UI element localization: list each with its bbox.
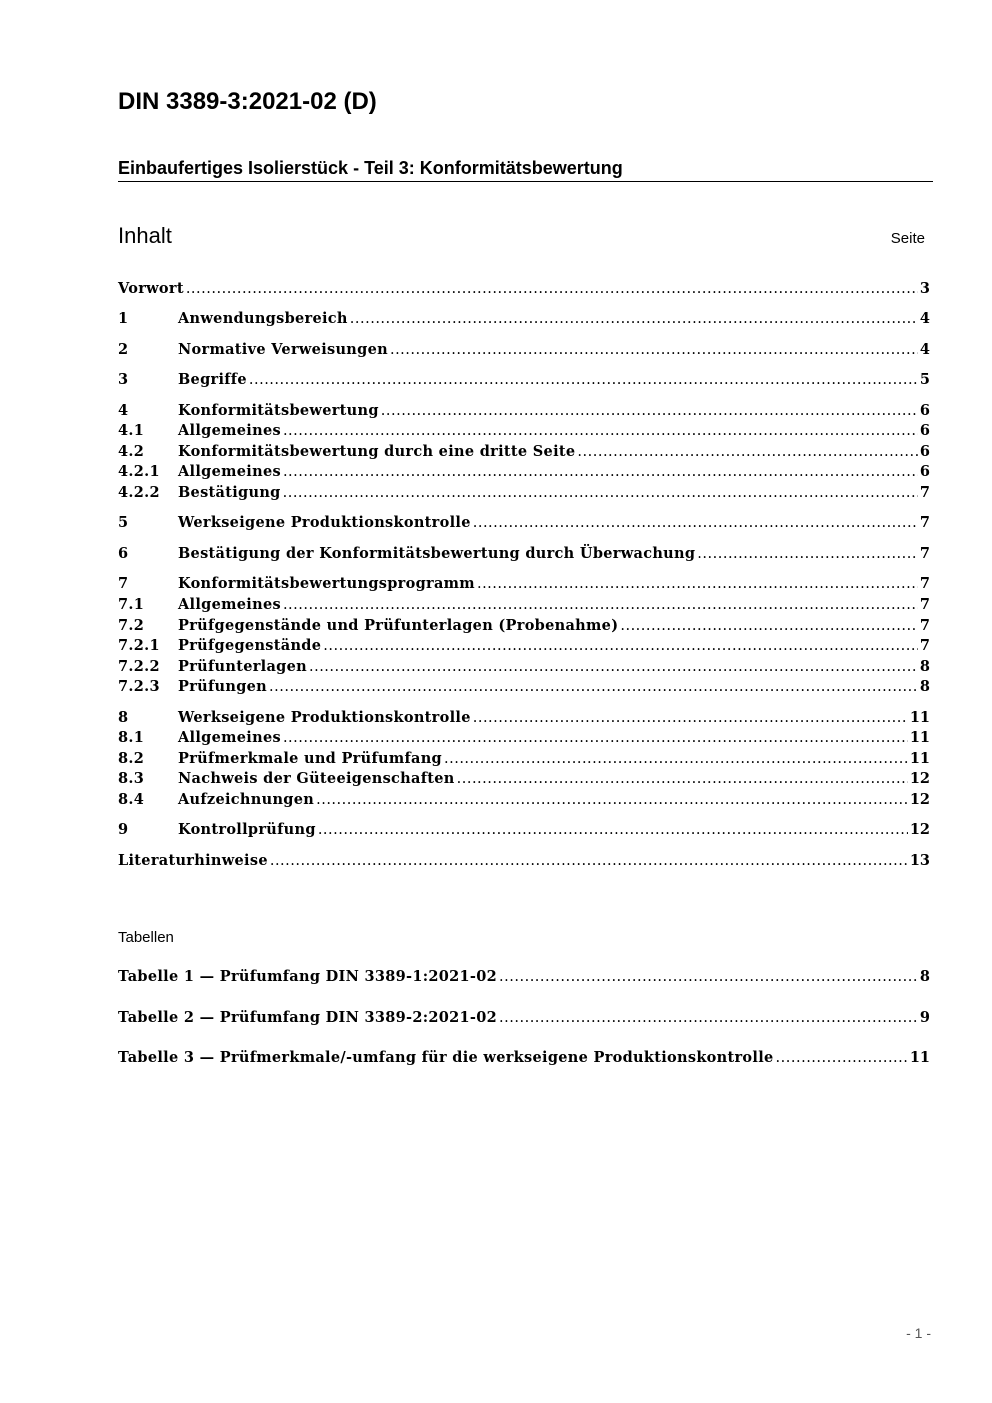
toc-entry-1[interactable]: 1 Anwendungsbereich ..... 4 — [118, 310, 930, 330]
toc-heading: Inhalt — [118, 223, 172, 248]
toc-entry-7-2-2[interactable]: 7.2.2 Prüfunterlagen ..... 8 — [118, 658, 930, 678]
toc-entry-4-1[interactable]: 4.1 Allgemeines ..... 6 — [118, 422, 930, 442]
document-title: DIN 3389-3:2021-02 (D) — [118, 88, 377, 115]
toc-entry-8-3[interactable]: 8.3 Nachweis der Güteeigenschaften ..... 12 — [118, 770, 930, 790]
toc-entry-7-2-1[interactable]: 7.2.1 Prüfgegenstände ..... 7 — [118, 637, 930, 657]
toc-entry-vorwort[interactable]: Vorwort ..... 3 — [118, 280, 930, 300]
toc-entry-7-1[interactable]: 7.1 Allgemeines ..... 7 — [118, 596, 930, 616]
table-entry-1[interactable]: Tabelle 1 — Prüfumfang DIN 3389-1:2021-02 ..... 8 — [118, 968, 930, 988]
toc-page-heading: Seite — [890, 230, 925, 247]
table-entry-3[interactable]: Tabelle 3 — Prüfmerkmale/-umfang für die werkseigene Produktionskontrolle ..... 11 — [118, 1049, 930, 1069]
tables-heading: Tabellen — [118, 929, 174, 946]
page-number: - 1 - — [906, 1325, 931, 1341]
toc-entry-4-2-2[interactable]: 4.2.2 Bestätigung ..... 7 — [118, 484, 930, 504]
table-entry-2[interactable]: Tabelle 2 — Prüfumfang DIN 3389-2:2021-02 ..... 9 — [118, 1009, 930, 1029]
toc-entry-8-1[interactable]: 8.1 Allgemeines ..... 11 — [118, 729, 930, 749]
toc-entry-4-2-1[interactable]: 4.2.1 Allgemeines ..... 6 — [118, 463, 930, 483]
toc-entry-8[interactable]: 8 Werkseigene Produktionskontrolle ..... 11 — [118, 709, 930, 729]
toc-entry-7-2[interactable]: 7.2 Prüfgegenstände und Prüfunterlagen (Probenahme) ..... 7 — [118, 617, 930, 637]
toc-entry-4[interactable]: 4 Konformitätsbewertung ..... 6 — [118, 402, 930, 422]
toc-entry-2[interactable]: 2 Normative Verweisungen ..... 4 — [118, 341, 930, 361]
toc-entry-7-2-3[interactable]: 7.2.3 Prüfungen ..... 8 — [118, 678, 930, 698]
toc-entry-5[interactable]: 5 Werkseigene Produktionskontrolle ..... 7 — [118, 514, 930, 534]
toc-entry-4-2[interactable]: 4.2 Konformitätsbewertung durch eine dritte Seite ..... 6 — [118, 443, 930, 463]
toc-entry-9[interactable]: 9 Kontrollprüfung ..... 12 — [118, 821, 930, 841]
toc-entry-8-2[interactable]: 8.2 Prüfmerkmale und Prüfumfang ..... 11 — [118, 750, 930, 770]
toc-entry-3[interactable]: 3 Begriffe ..... 5 — [118, 371, 930, 391]
toc-entry-8-4[interactable]: 8.4 Aufzeichnungen ..... 12 — [118, 791, 930, 811]
toc-entry-6[interactable]: 6 Bestätigung der Konformitätsbewertung durch Überwachung ..... 7 — [118, 545, 930, 565]
toc-entry-7[interactable]: 7 Konformitätsbewertungsprogramm ..... 7 — [118, 575, 930, 595]
toc-entry-literaturhinweise[interactable]: Literaturhinweise ..... 13 — [118, 852, 930, 872]
document-subtitle: Einbaufertiges Isolierstück - Teil 3: Konformitätsbewertung — [118, 158, 933, 182]
